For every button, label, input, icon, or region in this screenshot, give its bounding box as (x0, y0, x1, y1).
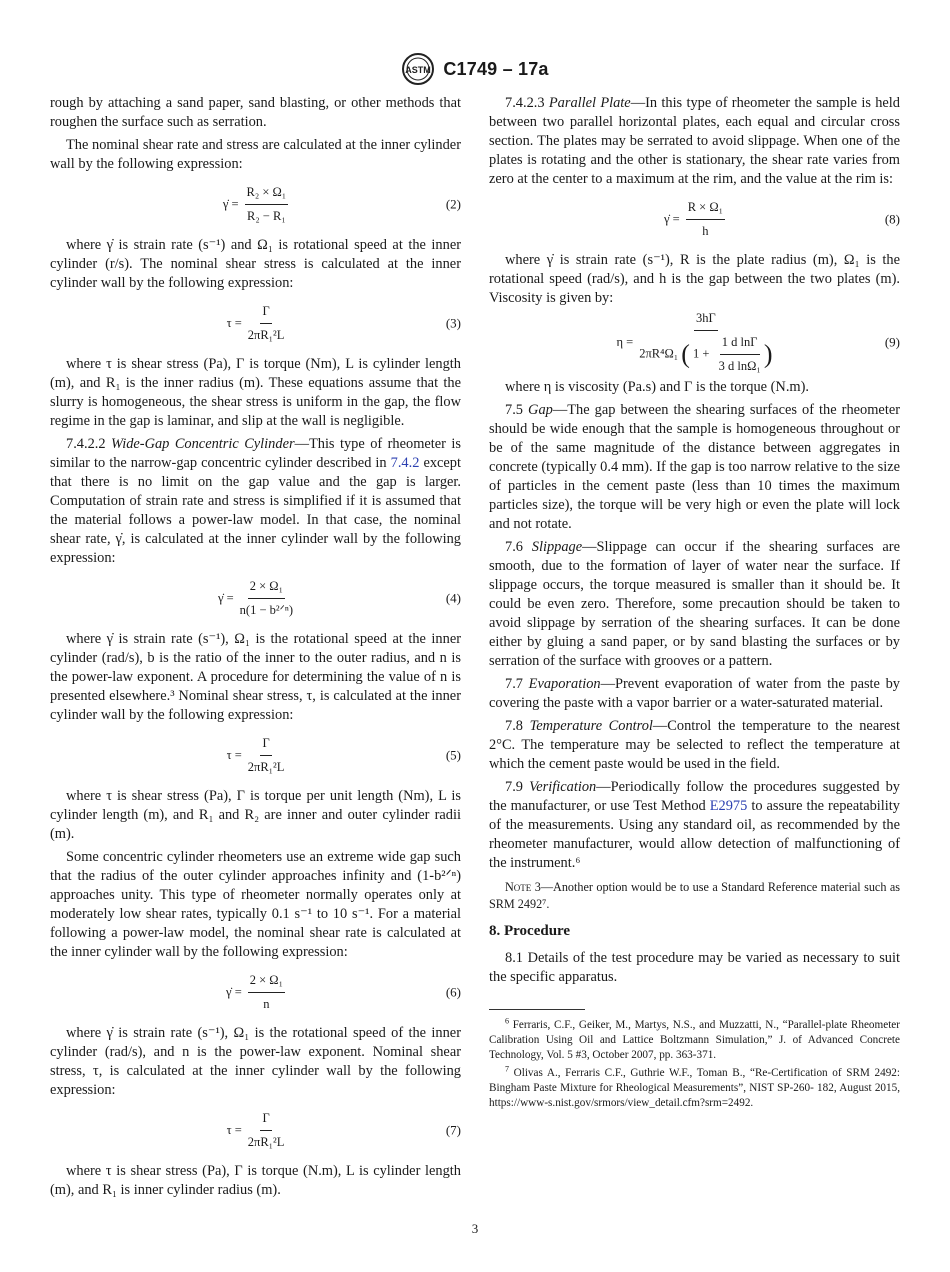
inner-numerator: 1 d lnΓ (720, 333, 760, 355)
section-title: Verification (529, 779, 597, 795)
paragraph-text: —Prevent evaporation of water from the paste by covering the paste with a vapor barrier or a water-saturated material. (489, 676, 900, 711)
equation-4 (50, 578, 461, 618)
footnote-marker: 7 (505, 1064, 509, 1074)
denominator: 2πR₁²L (247, 327, 285, 342)
page-header (0, 52, 950, 86)
paragraph: where τ is shear stress (Pa), Γ is torque per unit length (Nm), L is cylinder length (m), and R₁ and R₂ are inner and outer cylinder radii (m). (50, 788, 461, 842)
note-text: —Another option would be to use a Standard Reference material such as SRM 2492⁷. (489, 880, 901, 911)
section-number: 7.5 (505, 402, 523, 418)
paragraph: where γ̇ is strain rate (s⁻¹), R is the plate radius (m), Ω₁ is the rotational speed (rad/s), and h is the gap between the two plates (m). Viscosity is given by: (489, 252, 900, 306)
paragraph: where γ̇ is strain rate (s⁻¹) and Ω₁ is rotational speed at the inner cylinder (r/s). The nominal shear stress is calculated at the inner cylinder wall by the following expression: (50, 237, 461, 291)
footnote-marker: 6 (505, 1016, 509, 1026)
section-title: Slippage (531, 539, 583, 555)
numerator: Γ (260, 734, 271, 756)
equation-number: (2) (445, 196, 461, 212)
denominator: n(1 − b²ᐟⁿ) (239, 602, 294, 617)
numerator: 2 × Ω₁ (248, 971, 285, 993)
paragraph: where η is viscosity (Pa.s) and Γ is the torque (N.m). (505, 379, 810, 395)
paragraph: where τ is shear stress (Pa), Γ is torque (N.m), L is cylinder length (m), and R₁ is inner cylinder radius (m). (50, 1163, 461, 1198)
equation-number: (5) (445, 747, 461, 763)
footnote-text: Ferraris, C.F., Geiker, M., Martys, N.S., and Muzzatti, N., “Parallel-plate Rheometer Calibration Using Oil and Lattice Boltzmann Simulation,” J. of Advanced Concrete Technology, Vol. 5 #3, October 2007, pp. 363-371. (489, 1019, 900, 1061)
denominator: 2πR₁²L (247, 1134, 285, 1149)
section-title: Temperature Control (529, 718, 653, 734)
inner-denominator: 3 d lnΩ₁ (718, 358, 761, 373)
equation-6 (50, 972, 461, 1012)
paragraph: rough by attaching a sand paper, sand blasting, or other methods that roughen the surface such as serration. (50, 95, 461, 130)
fraction (248, 302, 285, 345)
paragraph-7-8 (489, 717, 900, 774)
equation-number: (7) (445, 1122, 461, 1138)
paragraph: The nominal shear rate and stress are calculated at the inner cylinder wall by the following expression: (50, 137, 461, 172)
astm-logo-icon (401, 52, 435, 86)
paragraph-7-4-2-3 (489, 94, 900, 189)
paragraph-text: —The gap between the shearing surfaces of the rheometer should be wide enough that the sample is homogeneous throughout or be of the same magnitude of the distance between aggregates in concrete (typically 0.4 mm). If the gap is too narrow relative to the size of particles in the cement paste (less than 10 times the maximum particles size), the torque will be very high or even the plate will lock and not rotate. (489, 402, 900, 532)
denominator: 2πR₁²L (247, 759, 285, 774)
denominator: n (263, 996, 270, 1011)
footnote-divider (489, 1009, 585, 1010)
denominator: h (702, 223, 709, 238)
equation-9 (489, 310, 900, 373)
paragraph-text: —This type of rheometer is similar to the narrow-gap concentric cylinder described in (50, 436, 461, 471)
equation-2 (50, 184, 461, 224)
fraction (245, 183, 289, 226)
numerator: R × Ω₁ (686, 198, 725, 220)
section-title: Parallel Plate (548, 95, 631, 111)
numerator: 2 × Ω₁ (248, 577, 285, 599)
equation-number: (9) (884, 334, 900, 350)
equation-lhs: η = (616, 334, 634, 349)
denominator-prefix: 2πR⁴Ω₁ (639, 345, 679, 360)
paragraph-text: except that there is no limit on the gap value and the gap is larger. Computation of strain rate and stress is simplified if it is assumed that the material follows a power-law model. In that case, the nominal shear rate, γ̇, is calculated at the inner cylinder wall by the following expression: (50, 455, 462, 566)
equation-3 (50, 303, 461, 343)
section-number: 7.4.2.2 (66, 436, 106, 452)
paragraph: Some concentric cylinder rheometers use an extreme wide gap such that the radius of the outer cylinder approaches infinity and (1-b²ᐟⁿ) approaches unity. This type of rheometer normally operates only at moderately low shear rates, typically 0.1 s⁻¹ to 10 s⁻¹. For a material following a power-law model, the nominal shear rate is calculated at the inner cylinder wall by the following expression: (50, 849, 461, 960)
fraction (248, 1109, 285, 1152)
equation-lhs: γ̇ = (664, 211, 680, 226)
paragraph-8-1: 8.1 Details of the test procedure may be varied as necessary to suit the specific apparatus. (489, 950, 900, 985)
paragraph-text: —In this type of rheometer the sample is held between two parallel horizontal plates, each equal and circular cross section. The plates may be serrated to avoid slippage. When one of the plates is rotating and the other is stationary, the shear rate varies from zero at the center to a maximum at the rim, and the value at the rim is: (489, 95, 900, 187)
fraction (240, 577, 293, 620)
paragraph-7-4-2-2 (50, 435, 461, 568)
inner-lead: 1 + (693, 345, 710, 360)
paragraph: where γ̇ is strain rate (s⁻¹), Ω₁ is the rotational speed at the inner cylinder (rad/s), b is the ratio of the inner to the outer radius, and n is the power-law exponent. A procedure for determining the value of n is presented elsewhere.³ Nominal shear stress, τ, is calculated at the inner cylinder wall by the following expression: (50, 631, 461, 723)
equation-lhs: τ = (226, 747, 242, 762)
equation-number: (8) (884, 211, 900, 227)
equation-lhs: τ = (226, 315, 242, 330)
paragraph-7-7 (489, 675, 900, 713)
fraction (686, 198, 725, 241)
numerator: Γ (260, 1109, 271, 1131)
document-designation: C1749 – 17a (443, 58, 549, 79)
section-title: Evaporation (528, 676, 601, 692)
left-column (50, 94, 461, 1204)
section-number: 7.6 (505, 539, 523, 555)
section-link-7-4-2[interactable]: 7.4.2 (390, 455, 420, 471)
section-number: 7.7 (505, 676, 523, 692)
equation-number: (4) (445, 590, 461, 606)
paragraph-text: —Slippage can occur if the shearing surfaces are smooth, due to the formation of layer of water near the surface. If slippage occurs, the torque measured is smaller than it should be. It could be even zero. Therefore, some precaution should be taken to avoid slippage by serration of the shearing surfaces. It can be done either by gluing a sand paper, or by sand blasting the surfaces or by serration of the surface with grooves or a pattern. (489, 539, 900, 669)
equation-number: (6) (445, 984, 461, 1000)
equation-8 (489, 199, 900, 239)
equation-lhs: γ̇ = (222, 196, 239, 211)
denominator: R₂ − R₁ (246, 208, 286, 223)
inner-fraction (719, 333, 761, 376)
footnote-text: Olivas A., Ferraris C.F., Guthrie W.F., Toman B., “Re-Certification of SRM 2492: Bingham Paste Mixture for Rheological Measurements”, NIST SP-260- 182, August 2015, https://www-s.nist.gov/srmors/view_detail.cfm?srm=2492. (489, 1067, 900, 1109)
numerator: R₂ × Ω₁ (245, 183, 289, 205)
equation-number: (3) (445, 315, 461, 331)
footnote-6 (489, 1018, 900, 1062)
section-title: Wide-Gap Concentric Cylinder (111, 436, 295, 452)
numerator: 3hΓ (694, 309, 718, 331)
equation-lhs: τ = (226, 1122, 242, 1137)
paragraph-7-6 (489, 538, 900, 671)
equation-lhs: γ̇ = (217, 590, 234, 605)
right-column (489, 94, 900, 1115)
fraction (248, 734, 285, 777)
note-3 (489, 879, 900, 912)
paragraph: where τ is shear stress (Pa), Γ is torque (Nm), L is cylinder length (m), and R₁ is the inner radius (m). These equations assume that the slurry is homogeneous, the shear stress is uniform in the gap, the flow regime in the gap is laminar, and slip at the wall is negligible. (50, 356, 461, 429)
footnote-7 (489, 1066, 900, 1110)
paragraph: where γ̇ is strain rate (s⁻¹), Ω₁ is the rotational speed of the inner cylinder (rad/s), and n is the power-law exponent. Nominal shear stress, τ, is calculated at the inner cylinder wall by the following expression: (50, 1025, 461, 1098)
section-heading: 8. Procedure (489, 923, 571, 939)
standard-link-e2975[interactable]: E2975 (709, 798, 748, 814)
fraction (248, 971, 285, 1014)
equation-lhs: γ̇ = (226, 984, 242, 999)
denominator (639, 331, 772, 376)
section-title: Gap (528, 402, 553, 418)
close-paren: ) (763, 339, 773, 368)
paragraph-text: to assure the repeatability of the measurements. Using any standard oil, as recommended by the rheometer manufacturer, would allow detection of malfunctioning of the instrument.⁶ (489, 798, 900, 871)
section-number: 7.9 (505, 779, 523, 795)
equation-7 (50, 1110, 461, 1150)
paragraph-text: —Control the temperature to the nearest 2°C. The temperature may be selected to reflect the temperature at which the cement paste would be used in the field. (489, 718, 900, 772)
open-paren: ( (681, 339, 690, 368)
note-label: Note 3 (505, 880, 541, 894)
astm-logo-text: ASTM (405, 65, 432, 75)
numerator: Γ (260, 302, 271, 324)
section-number: 7.8 (505, 718, 523, 734)
page-number: 3 (471, 1221, 479, 1236)
paragraph-7-5 (489, 401, 900, 534)
fraction (639, 309, 772, 376)
section-number: 7.4.2.3 (505, 95, 545, 111)
equation-5 (50, 735, 461, 775)
paragraph-7-9 (489, 778, 900, 873)
paragraph-text: —Periodically follow the procedures suggested by the manufacturer, or use Test Method (489, 779, 900, 814)
